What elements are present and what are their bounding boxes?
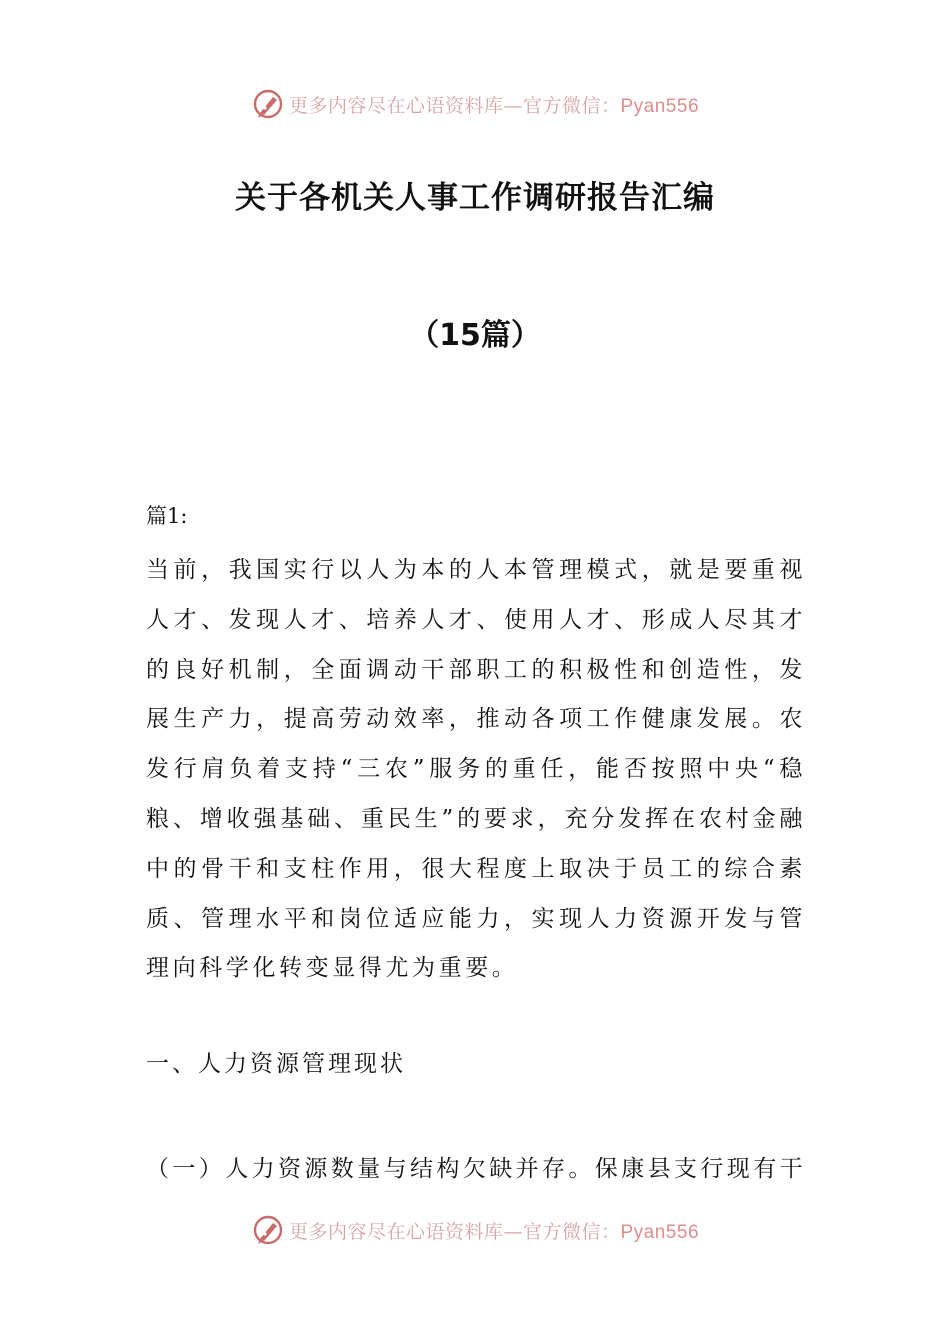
section-label: 篇1: <box>146 504 188 528</box>
watermark-text <box>289 1217 699 1244</box>
body-paragraph: 当前，我国实行以人为本的人本管理模式，就是要重视人才、发现人才、培养人才、使用人才、形成人尽其才的良好机制，全面调动干部职工的积极性和创造性，发展生产力，提高劳动效率，推动各项工作健康发展。农发行肩负着支持“三农”服务的重任，能否按照中央“稳粮、增收强基础、重民生”的要求，充分发挥在农村金融中的骨干和支柱作用，很大程度上取决于员工的综合素质、管理水平和岗位适应能力，实现人力资源开发与管理向科学化转变显得尤为重要。 <box>146 557 806 982</box>
watermark-slogan: 更多内容尽在心语资料库—官方微信： <box>288 1220 621 1243</box>
section-heading: 一、人力资源管理现状 <box>146 1051 406 1077</box>
pen-nib-circle-icon <box>251 87 285 121</box>
body-paragraph-2: （一）人力资源数量与结构欠缺并存。保康县支行现有干 <box>146 1156 806 1182</box>
watermark-wechat-id: Pyan556 <box>620 1221 700 1243</box>
document-subtitle: （15篇） <box>409 318 541 353</box>
header-watermark <box>0 86 950 122</box>
watermark-text <box>289 91 699 118</box>
watermark-wechat-id: Pyan556 <box>620 95 700 117</box>
document-title: 关于各机关人事工作调研报告汇编 <box>235 180 715 216</box>
pen-nib-circle-icon <box>251 1213 285 1247</box>
footer-watermark <box>0 1212 950 1248</box>
watermark-slogan: 更多内容尽在心语资料库—官方微信： <box>288 94 621 117</box>
